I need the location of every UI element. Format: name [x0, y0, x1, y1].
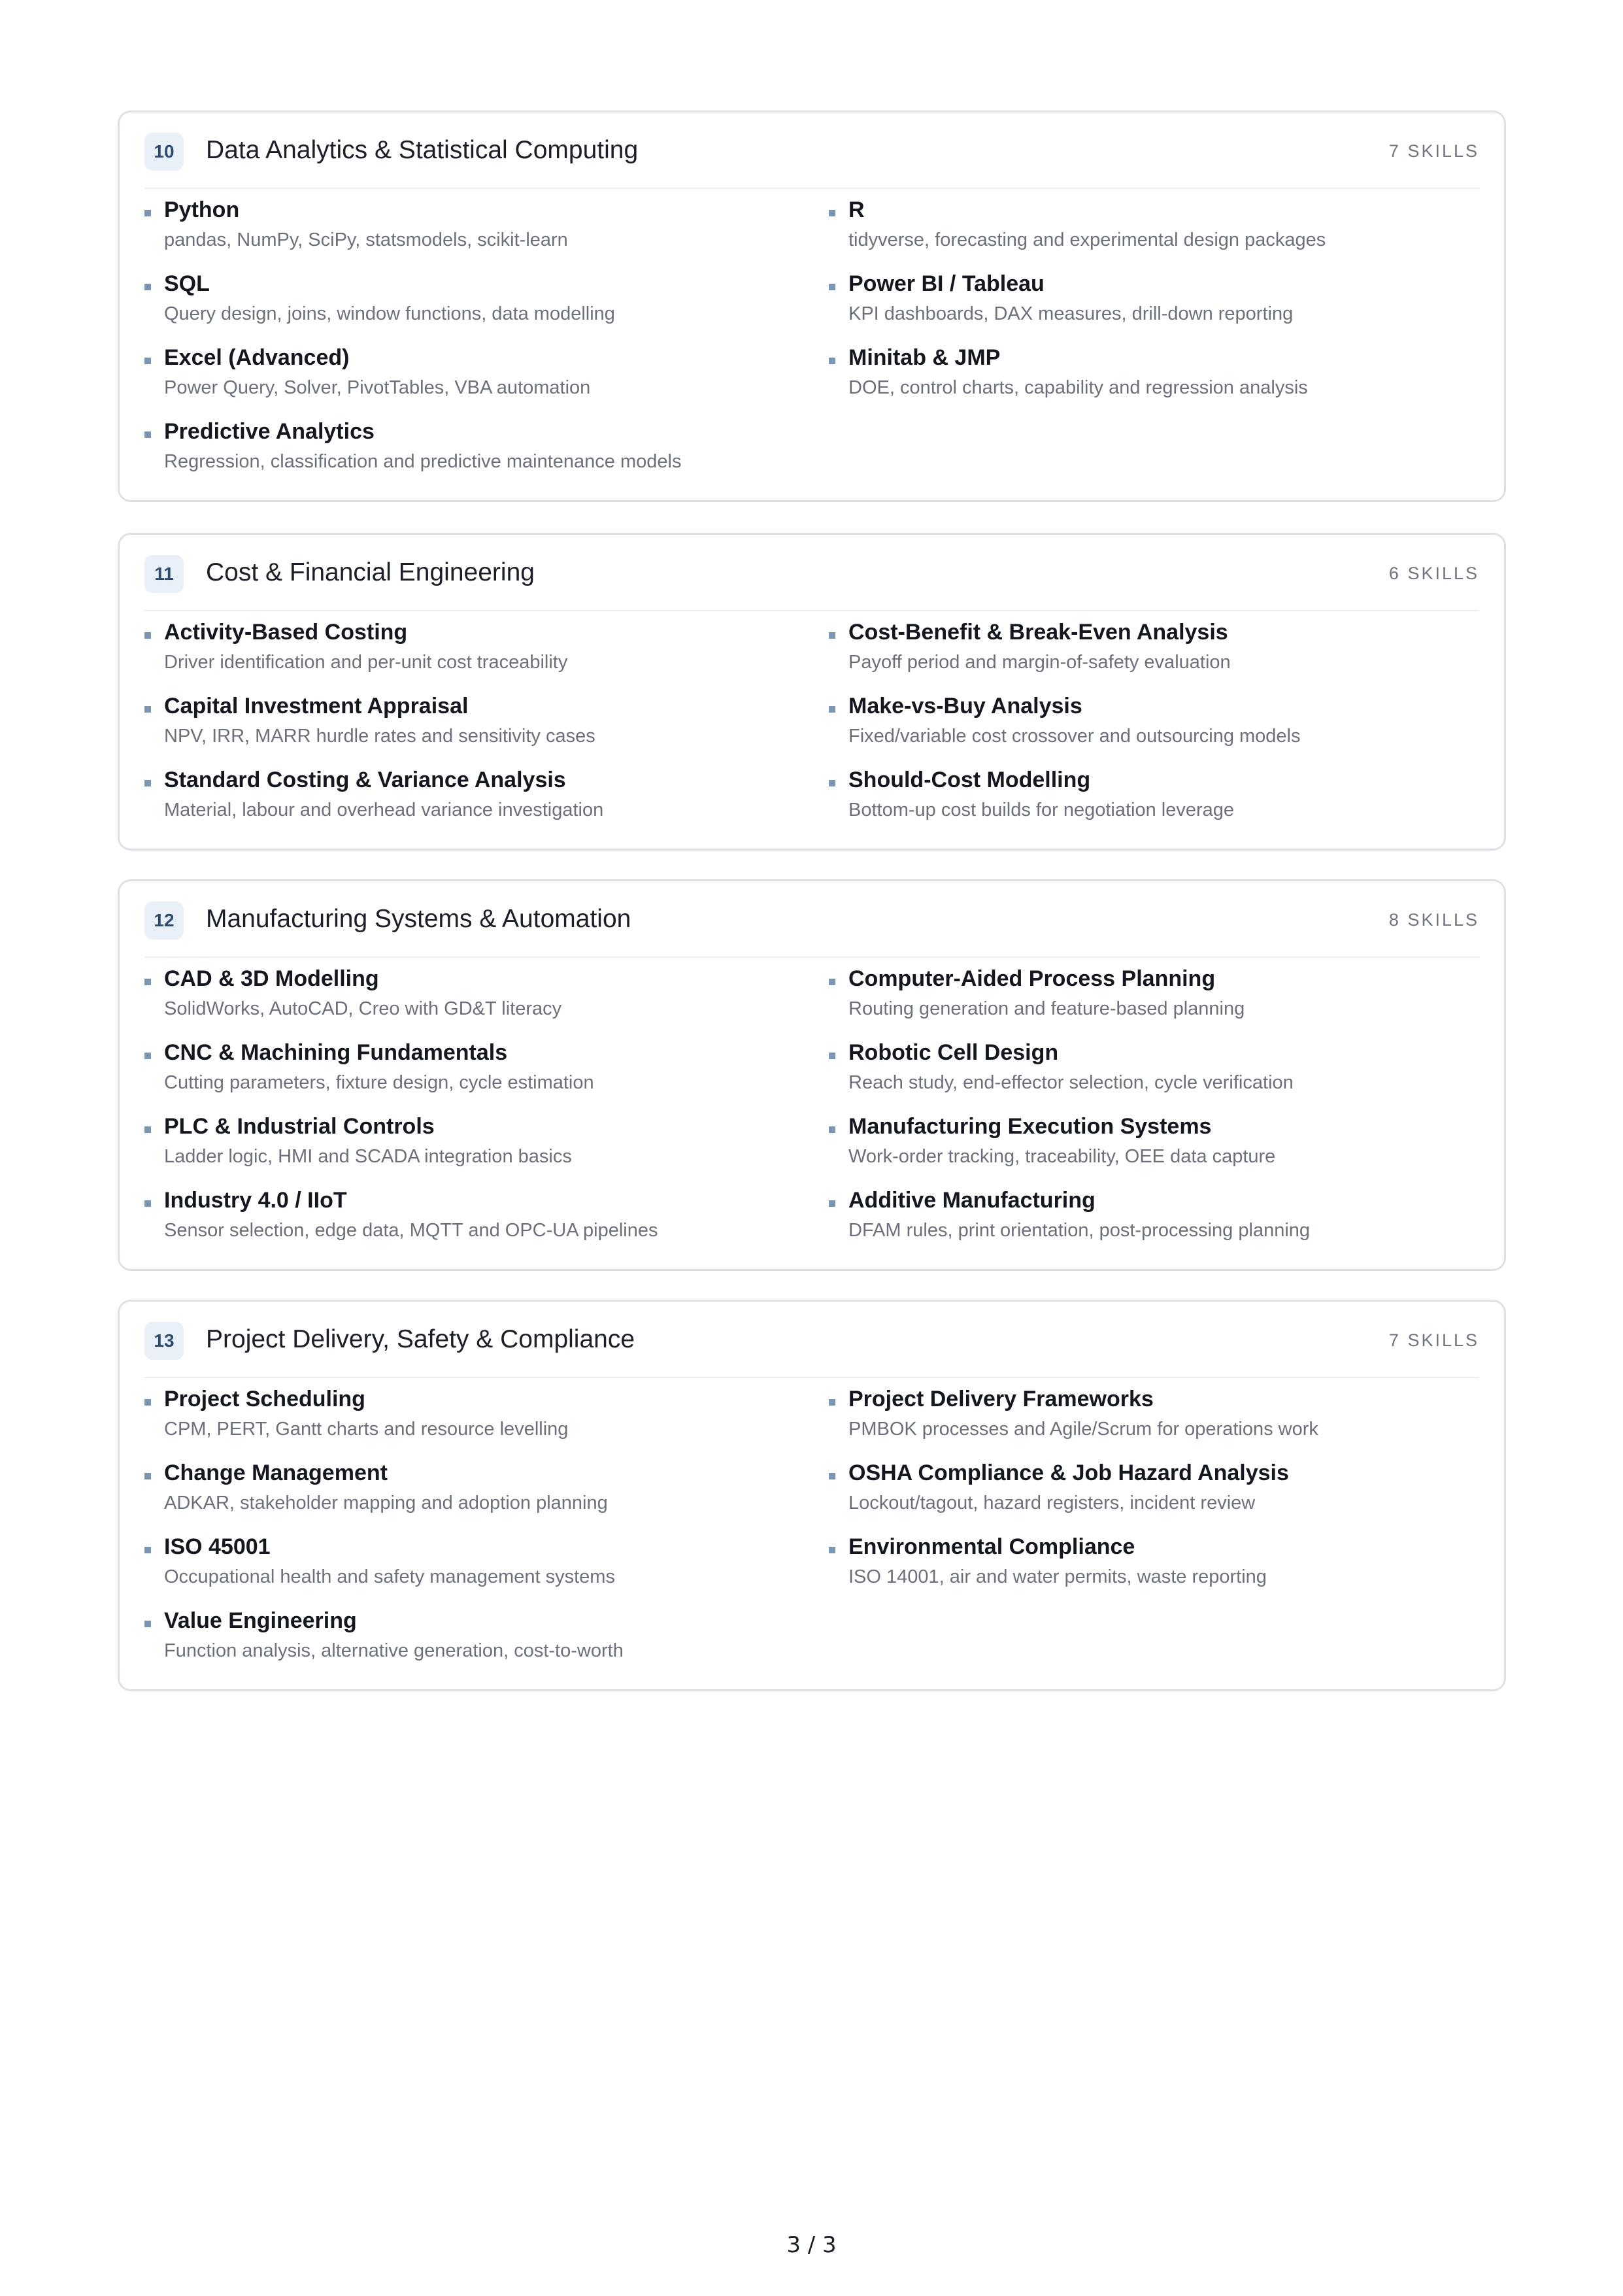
section-header [144, 881, 1479, 958]
square-bullet-icon [829, 1053, 835, 1059]
section-number-badge: 13 [144, 1322, 184, 1360]
skill-name: Python [164, 197, 240, 222]
section-header [144, 1302, 1479, 1378]
skill-description: Ladder logic, HMI and SCADA integration basics [164, 1146, 572, 1167]
skill-name: OSHA Compliance & Job Hazard Analysis [848, 1460, 1289, 1485]
section-title: Cost & Financial Engineering [206, 558, 535, 586]
skill-description: Reach study, end-effector selection, cycle verification [848, 1072, 1294, 1093]
skill-name: Change Management [164, 1460, 388, 1485]
skill-name: CAD & 3D Modelling [164, 966, 379, 991]
skill-name: Additive Manufacturing [848, 1188, 1096, 1213]
skill-name: Minitab & JMP [848, 345, 1001, 370]
square-bullet-icon [144, 979, 151, 985]
skill-name: PLC & Industrial Controls [164, 1114, 435, 1139]
skill-count-label: 8 SKILLS [1388, 910, 1479, 930]
square-bullet-icon [144, 1399, 151, 1406]
skill-description: Work-order tracking, traceability, OEE data capture [848, 1146, 1276, 1167]
skill-name: Excel (Advanced) [164, 345, 350, 370]
skill-description: Regression, classification and predictive maintenance models [164, 451, 682, 472]
skill-name: Activity-Based Costing [164, 620, 408, 645]
skill-description: Driver identification and per-unit cost traceability [164, 652, 568, 673]
section-number-badge: 12 [144, 902, 184, 939]
skill-name: CNC & Machining Fundamentals [164, 1040, 508, 1065]
skill-name: Make-vs-Buy Analysis [848, 694, 1082, 718]
skill-description: Function analysis, alternative generation, cost-to-worth [164, 1640, 624, 1661]
square-bullet-icon [829, 358, 835, 364]
section-header [144, 535, 1479, 611]
skill-description: ISO 14001, air and water permits, waste reporting [848, 1566, 1267, 1587]
square-bullet-icon [829, 210, 835, 216]
section-title: Manufacturing Systems & Automation [206, 905, 631, 933]
skill-section-card [118, 879, 1506, 1271]
section-title: Project Delivery, Safety & Compliance [206, 1325, 635, 1353]
square-bullet-icon [144, 1200, 151, 1207]
square-bullet-icon [144, 1053, 151, 1059]
skill-name: Capital Investment Appraisal [164, 694, 469, 718]
skill-description: tidyverse, forecasting and experimental design packages [848, 229, 1326, 250]
square-bullet-icon [829, 979, 835, 985]
square-bullet-icon [144, 358, 151, 364]
square-bullet-icon [144, 780, 151, 786]
skill-name: Industry 4.0 / IIoT [164, 1188, 347, 1213]
square-bullet-icon [829, 780, 835, 786]
skill-description: Cutting parameters, fixture design, cycle estimation [164, 1072, 594, 1093]
skill-name: Power BI / Tableau [848, 271, 1045, 296]
skill-section-card [118, 533, 1506, 851]
skill-description: Power Query, Solver, PivotTables, VBA automation [164, 377, 591, 398]
square-bullet-icon [829, 1547, 835, 1553]
section-title: Data Analytics & Statistical Computing [206, 136, 639, 164]
skill-section-card [118, 110, 1506, 502]
skill-description: DOE, control charts, capability and regression analysis [848, 377, 1308, 398]
skill-name: Manufacturing Execution Systems [848, 1114, 1212, 1139]
skill-name: Computer-Aided Process Planning [848, 966, 1216, 991]
skill-name: R [848, 197, 865, 222]
skill-description: ADKAR, stakeholder mapping and adoption planning [164, 1493, 608, 1513]
skill-description: Lockout/tagout, hazard registers, incident review [848, 1493, 1256, 1513]
square-bullet-icon [144, 1547, 151, 1553]
square-bullet-icon [829, 1126, 835, 1133]
skill-count-label: 7 SKILLS [1388, 141, 1479, 161]
skill-description: Bottom-up cost builds for negotiation leverage [848, 800, 1235, 820]
section-number-badge: 10 [144, 133, 184, 171]
skill-description: Fixed/variable cost crossover and outsourcing models [848, 726, 1301, 747]
square-bullet-icon [144, 1126, 151, 1133]
skill-count-label: 7 SKILLS [1388, 1330, 1479, 1350]
skill-description: Query design, joins, window functions, data modelling [164, 303, 615, 324]
skill-description: CPM, PERT, Gantt charts and resource levelling [164, 1419, 569, 1440]
section-number-badge: 11 [144, 555, 184, 593]
skill-name: Standard Costing & Variance Analysis [164, 768, 566, 792]
skill-description: Occupational health and safety management systems [164, 1566, 615, 1587]
skill-description: SolidWorks, AutoCAD, Creo with GD&T literacy [164, 998, 562, 1019]
skill-description: Material, labour and overhead variance investigation [164, 800, 604, 820]
skill-description: Routing generation and feature-based planning [848, 998, 1245, 1019]
skill-count-label: 6 SKILLS [1388, 564, 1479, 583]
skill-description: DFAM rules, print orientation, post-processing planning [848, 1220, 1311, 1241]
skill-section-card [118, 1300, 1506, 1691]
skill-name: Environmental Compliance [848, 1534, 1135, 1559]
skill-name: Project Delivery Frameworks [848, 1387, 1154, 1411]
skill-description: NPV, IRR, MARR hurdle rates and sensitivity cases [164, 726, 595, 747]
skill-description: pandas, NumPy, SciPy, statsmodels, scikit-learn [164, 229, 568, 250]
square-bullet-icon [829, 632, 835, 639]
skill-name: Project Scheduling [164, 1387, 365, 1411]
skill-name: Should-Cost Modelling [848, 768, 1091, 792]
skill-name: Cost-Benefit & Break-Even Analysis [848, 620, 1228, 645]
skill-name: ISO 45001 [164, 1534, 271, 1559]
square-bullet-icon [829, 1473, 835, 1479]
square-bullet-icon [144, 1473, 151, 1479]
skill-name: Predictive Analytics [164, 419, 375, 444]
skill-name: SQL [164, 271, 210, 296]
square-bullet-icon [144, 1621, 151, 1627]
square-bullet-icon [829, 284, 835, 290]
square-bullet-icon [829, 1200, 835, 1207]
skill-description: Payoff period and margin-of-safety evaluation [848, 652, 1231, 673]
skill-name: Robotic Cell Design [848, 1040, 1059, 1065]
square-bullet-icon [144, 284, 151, 290]
square-bullet-icon [829, 1399, 835, 1406]
section-header [144, 112, 1479, 189]
square-bullet-icon [829, 706, 835, 713]
page-number: 3 / 3 [786, 2232, 837, 2258]
square-bullet-icon [144, 632, 151, 639]
square-bullet-icon [144, 431, 151, 438]
skill-name: Value Engineering [164, 1608, 357, 1633]
square-bullet-icon [144, 210, 151, 216]
skill-description: Sensor selection, edge data, MQTT and OPC-UA pipelines [164, 1220, 658, 1241]
skill-description: PMBOK processes and Agile/Scrum for operations work [848, 1419, 1318, 1440]
square-bullet-icon [144, 706, 151, 713]
skill-description: KPI dashboards, DAX measures, drill-down reporting [848, 303, 1294, 324]
